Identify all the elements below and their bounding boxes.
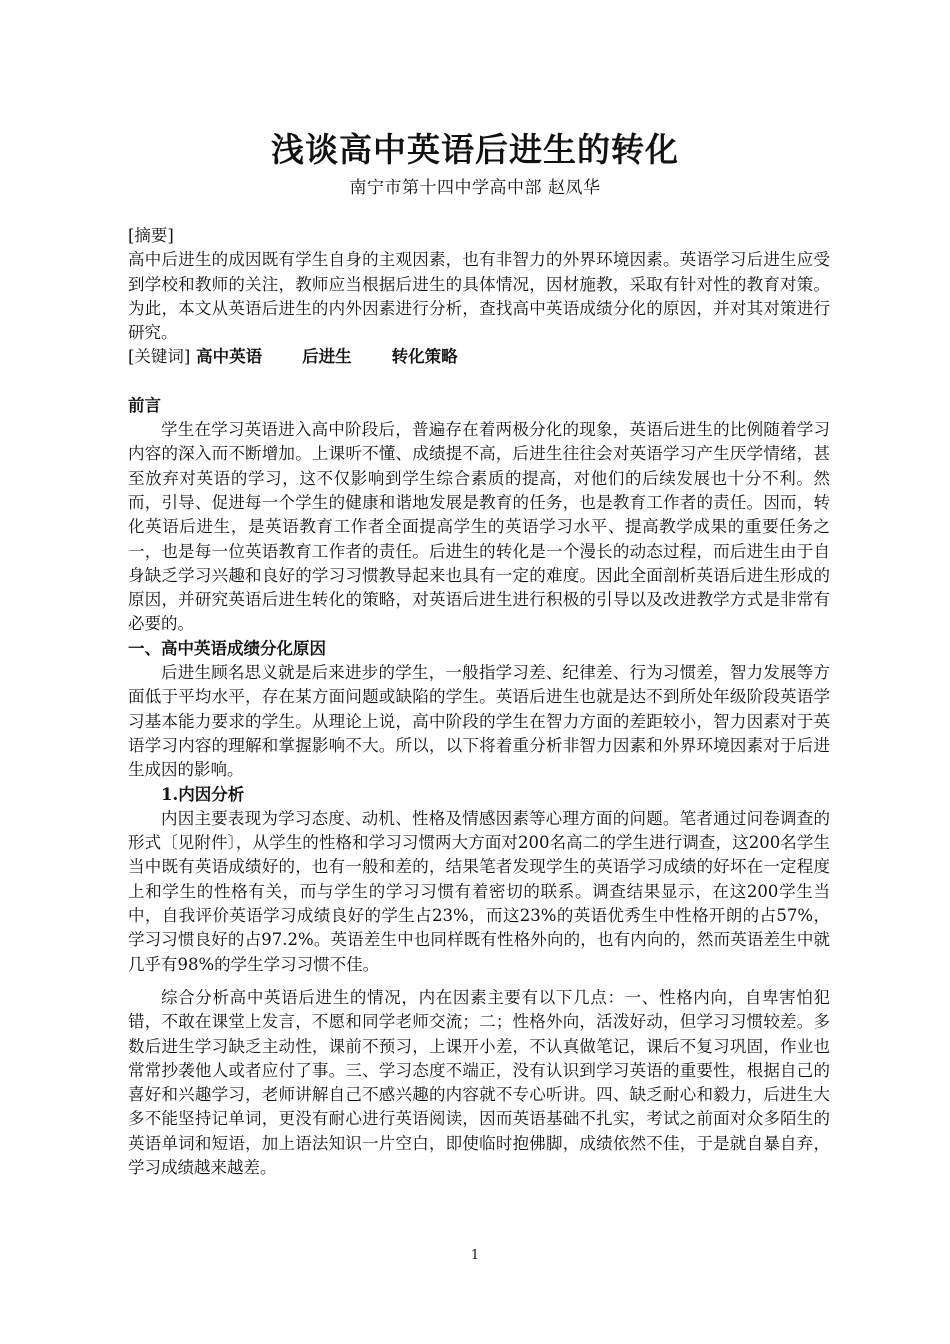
subsection-heading: 1.内因分析 (161, 784, 245, 804)
section-heading: 一、高中英语成绩分化原因 (128, 638, 326, 658)
keyword-item: 后进生 (302, 347, 352, 367)
page-number: 1 (470, 1248, 480, 1263)
section-paragraph: 后进生顾名思义就是后来进步的学生，一般指学习差、纪律差、行为习惯差，智力发展等方面低于平均水平，存在某方面问题或缺陷的学生。英语后进生也就是达不到所处年级阶段英语学习基本能力要求的学生。从理论上说，高中阶段的学生在智力方面的差距较小，智力因素对于英语学习内容的理解和掌握影响不大。所以，以下将着重分析非智力因素和外界环境因素对于后进生成因的影响。 (128, 663, 830, 780)
subsection-paragraph: 内因主要表现为学习态度、动机、性格及情感因素等心理方面的问题。笔者通过问卷调查的形式〔见附件〕，从学生的性格和学习习惯两大方面对200名高二的学生进行调查，这200名学生当中既有英语成绩好的，也有一般和差的，结果笔者发现学生的英语学习成绩的好坏在一定程度上和学生的性格有关，而与学生的学习习惯有着密切的联系。调查结果显示，在这200学生当中，自我评价英语学习成绩良好的学生占23%，而这23%的英语优秀生中性格开朗的占57%，学习习惯良好的占97.2%。英语差生中也同样既有性格外向的，也有内向的，然而英语差生中就几乎有98%的学生学习习惯不佳。 (128, 808, 830, 974)
keywords-line (128, 345, 830, 369)
author-line: 南宁市第十四中学高中部 赵凤华 (349, 178, 601, 198)
document-body (128, 224, 830, 1180)
preface-paragraph: 学生在学习英语进入高中阶段后，普遍存在着两极分化的现象，英语后进生的比例随着学习内容的深入而不断增加。上课听不懂、成绩提不高，后进生往往会对英语学习产生厌学情绪，甚至放弃对英语的学习，这不仅影响到学生综合素质的提高，对他们的后续发展也十分不利。然而，引导、促进每一个学生的健康和谐地发展是教育的任务，也是教育工作者的责任。因而，转化英语后进生，是英语教育工作者全面提高学生的英语学习水平、提高教学成果的重要任务之一，也是每一位英语教育工作者的责任。后进生的转化是一个漫长的动态过程，而后进生由于自身缺乏学习兴趣和良好的学习习惯教导起来也具有一定的难度。因此全面剖析英语后进生形成的原因，并研究英语后进生转化的策略，对英语后进生进行积极的引导以及改进教学方式是非常有必要的。 (128, 420, 830, 634)
abstract-label: [摘要] (128, 226, 174, 245)
abstract-text: 高中后进生的成因既有学生自身的主观因素，也有非智力的外界环境因素。英语学习后进生应受到学校和教师的关注，教师应当根据后进生的具体情况，因材施教，采取有针对性的教育对策。为此，本文从英语后进生的内外因素进行分析，查找高中英语成绩分化的原因，并对其对策进行研究。 (128, 250, 830, 343)
summary-paragraph: 综合分析高中英语后进生的情况，内在因素主要有以下几点：一、性格内向，自卑害怕犯错，不敢在课堂上发言，不愿和同学老师交流；二；性格外向，活泼好动，但学习习惯较差。多数后进生学习缺乏主动性，课前不预习，上课开小差，不认真做笔记，课后不复习巩固，作业也常常抄袭他人或者应付了事。三、学习态度不端正，没有认识到学习英语的重要性，根据自己的喜好和兴趣学习，老师讲解自己不感兴趣的内容就不专心听讲。四、缺乏耐心和毅力，后进生大多不能坚持记单词，更没有耐心进行英语阅读，因而英语基础不扎实，考试之前面对众多陌生的英语单词和短语，加上语法知识一片空白，即使临时抱佛脚，成绩依然不佳，于是就自暴自弃，学习成绩越来越差。 (128, 987, 830, 1177)
keyword-item: 高中英语 (196, 347, 263, 367)
preface-heading: 前言 (128, 395, 161, 415)
keywords-label: [关键词] (128, 347, 191, 367)
keyword-item: 转化策略 (391, 347, 458, 367)
document-title: 浅谈高中英语后进生的转化 (271, 130, 679, 169)
